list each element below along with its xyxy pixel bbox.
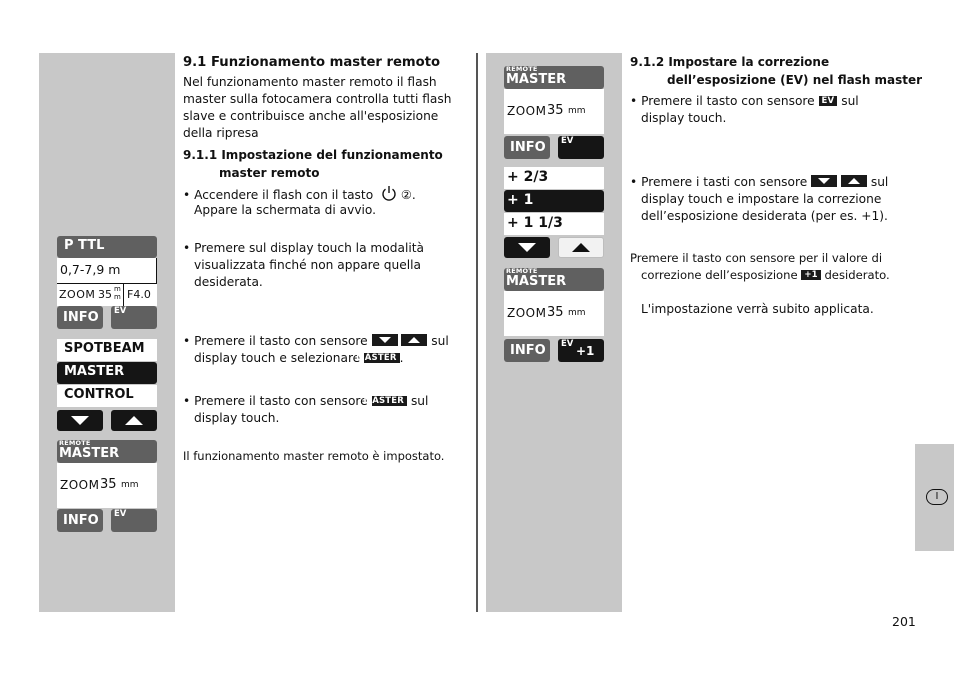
- step-confirm-master: [183, 393, 479, 427]
- info-label: INFO: [510, 140, 546, 155]
- step-adjust-ev: [630, 174, 910, 191]
- remote-master-bar: [57, 440, 157, 463]
- bullet: •: [183, 394, 191, 408]
- ev-button[interactable]: [111, 306, 157, 329]
- menu-item-master[interactable]: [57, 362, 157, 384]
- zoom-unit-bottom: m: [114, 293, 121, 301]
- menu-item-spotbeam-label: SPOTBEAM: [64, 341, 145, 356]
- info-button[interactable]: [57, 509, 103, 532]
- settings-note: L'impostazione verrà subito applicata.: [641, 302, 874, 316]
- subsection-title-2: master remoto: [219, 166, 320, 180]
- zoom-unit: mm: [568, 106, 586, 116]
- arrow-up-button[interactable]: [111, 410, 157, 431]
- step-text: correzione dell’esposizione: [641, 268, 798, 282]
- remote-label: REMOTE: [59, 439, 91, 447]
- bullet: •: [630, 94, 638, 108]
- ev-label: EV: [114, 306, 127, 316]
- info-button[interactable]: [504, 339, 550, 362]
- step-text: sul: [431, 334, 449, 348]
- arrow-down-icon: [504, 237, 550, 258]
- subsection-title-2: dell’esposizione (EV) nel flash master: [667, 73, 923, 87]
- mode-bar[interactable]: [57, 236, 157, 258]
- remote-label: REMOTE: [506, 267, 538, 275]
- step-adjust-ev-2: display touch e impostare la correzione: [641, 192, 882, 206]
- zoom-value: 35: [547, 305, 564, 320]
- step-text: Premere il tasto con sensore: [641, 94, 815, 108]
- section-intro: Nel funzionamento master remoto il flash master sulla fotocamera controlla tutti flash slave e contribuisce anche all'esposizione della ripresa: [183, 75, 452, 140]
- step-press-ev: [630, 93, 910, 110]
- zoom-readout: [57, 463, 157, 508]
- zoom-aperture-readout: [57, 283, 157, 306]
- power-icon: [381, 185, 397, 201]
- step-text: Premere il tasto con sensore: [194, 334, 368, 348]
- arrow-up-key-icon: [841, 175, 867, 187]
- step-select-value: Premere il tasto con sensore per il valore di: [630, 251, 883, 265]
- bullet: •: [183, 334, 191, 348]
- menu-item-master-label: MASTER: [64, 364, 125, 379]
- ev-option-label: + 2/3: [507, 169, 549, 185]
- range-readout: [57, 258, 157, 283]
- zoom-readout: [504, 89, 604, 134]
- arrow-up-icon: [559, 238, 603, 257]
- section-conclusion: Il funzionamento master remoto è impostato.: [183, 449, 445, 463]
- step-text: sul: [841, 94, 859, 108]
- bullet: •: [630, 175, 638, 189]
- ev-label: EV: [561, 136, 574, 146]
- zoom-value: 35: [98, 288, 112, 301]
- ev-option-plus-two-thirds[interactable]: [504, 167, 604, 189]
- bullet: •: [183, 188, 191, 202]
- step-text: sul: [410, 394, 429, 408]
- zoom-value: 35: [547, 103, 564, 118]
- step-text: .: [399, 351, 404, 365]
- zoom-unit: mm: [121, 480, 139, 490]
- step-text: Premere i tasti con sensore: [641, 175, 808, 189]
- plus-one-badge: +1: [801, 270, 820, 280]
- ev-option-label: + 1 1/3: [507, 215, 563, 231]
- zoom-label: ZOOM: [60, 478, 100, 492]
- menu-item-control-label: CONTROL: [64, 387, 134, 402]
- arrow-up-button[interactable]: [558, 237, 604, 258]
- master-badge: MASTER: [364, 353, 400, 363]
- zoom-unit: mm: [568, 308, 586, 318]
- zoom-label: ZOOM: [507, 104, 547, 118]
- aperture-value: F4.0: [127, 288, 151, 301]
- language-tab-label: I: [926, 489, 948, 505]
- info-button[interactable]: [504, 136, 550, 159]
- master-badge: MASTER: [372, 396, 408, 406]
- step-select-value-2: [641, 267, 911, 284]
- aperture-divider: [123, 284, 124, 306]
- bullet: •: [183, 241, 191, 255]
- step-select-master: [183, 333, 479, 367]
- zoom-readout: [504, 291, 604, 336]
- zoom-label: ZOOM: [507, 306, 547, 320]
- arrow-up-key-icon: [401, 334, 427, 346]
- menu-item-control[interactable]: [57, 385, 157, 407]
- ev-option-plus-one-third[interactable]: [504, 213, 604, 235]
- ev-option-label: + 1: [507, 192, 534, 208]
- ev-badge: EV: [819, 96, 838, 106]
- arrow-down-button[interactable]: [504, 237, 550, 258]
- step-text: desiderato.: [824, 268, 890, 282]
- step-text: Premere sul display touch la modalità visualizzata finché non appare quella desiderata.: [194, 241, 424, 289]
- info-button[interactable]: [57, 306, 103, 329]
- arrow-down-icon: [57, 410, 103, 431]
- arrow-down-key-icon: [811, 175, 837, 187]
- master-label: MASTER: [59, 446, 120, 461]
- ev-button[interactable]: [111, 509, 157, 532]
- range-value: 0,7-7,9 m: [60, 262, 121, 277]
- step-text: Accendere il flash con il tasto: [194, 188, 374, 202]
- info-label: INFO: [63, 513, 99, 528]
- arrow-down-key-icon: [372, 334, 398, 346]
- subsection-title: 9.1.2 Impostare la correzione: [630, 55, 830, 69]
- zoom-value: 35: [100, 477, 117, 492]
- info-label: INFO: [63, 310, 99, 325]
- step-text: ②.: [400, 188, 416, 202]
- step-note: Appare la schermata di avvio.: [194, 203, 377, 217]
- arrow-down-button[interactable]: [57, 410, 103, 431]
- menu-item-spotbeam[interactable]: [57, 339, 157, 361]
- remote-label: REMOTE: [506, 65, 538, 73]
- page-number: 201: [892, 614, 916, 629]
- zoom-unit-top: m: [114, 285, 121, 293]
- step-adjust-ev-3: dell’esposizione desiderata (per es. +1).: [641, 209, 888, 223]
- mode-label: P TTL: [64, 238, 105, 253]
- section-title: 9.1 Funzionamento master remoto: [183, 55, 441, 70]
- ev-option-plus-one[interactable]: [504, 190, 604, 212]
- step-text: sul: [870, 175, 889, 189]
- subsection-title: 9.1.1 Impostazione del funzionamento: [183, 148, 443, 162]
- step-text: Premere il tasto con sensore: [194, 394, 368, 408]
- master-label: MASTER: [506, 72, 567, 87]
- step-text: display touch e selezionare: [194, 351, 361, 365]
- zoom-label: ZOOM: [59, 288, 96, 301]
- info-label: INFO: [510, 343, 546, 358]
- remote-master-bar: [504, 268, 604, 291]
- ev-value: +1: [576, 344, 595, 358]
- step-press-ev-2: display touch.: [641, 111, 727, 125]
- step-select-mode: [183, 240, 479, 291]
- master-label: MASTER: [506, 274, 567, 289]
- remote-master-bar: [504, 66, 604, 89]
- ev-button[interactable]: [558, 136, 604, 159]
- ev-button[interactable]: [558, 339, 604, 362]
- ev-label: EV: [114, 509, 127, 519]
- step-text: display touch.: [194, 411, 280, 425]
- ev-label: EV: [561, 339, 574, 349]
- arrow-up-icon: [111, 410, 157, 431]
